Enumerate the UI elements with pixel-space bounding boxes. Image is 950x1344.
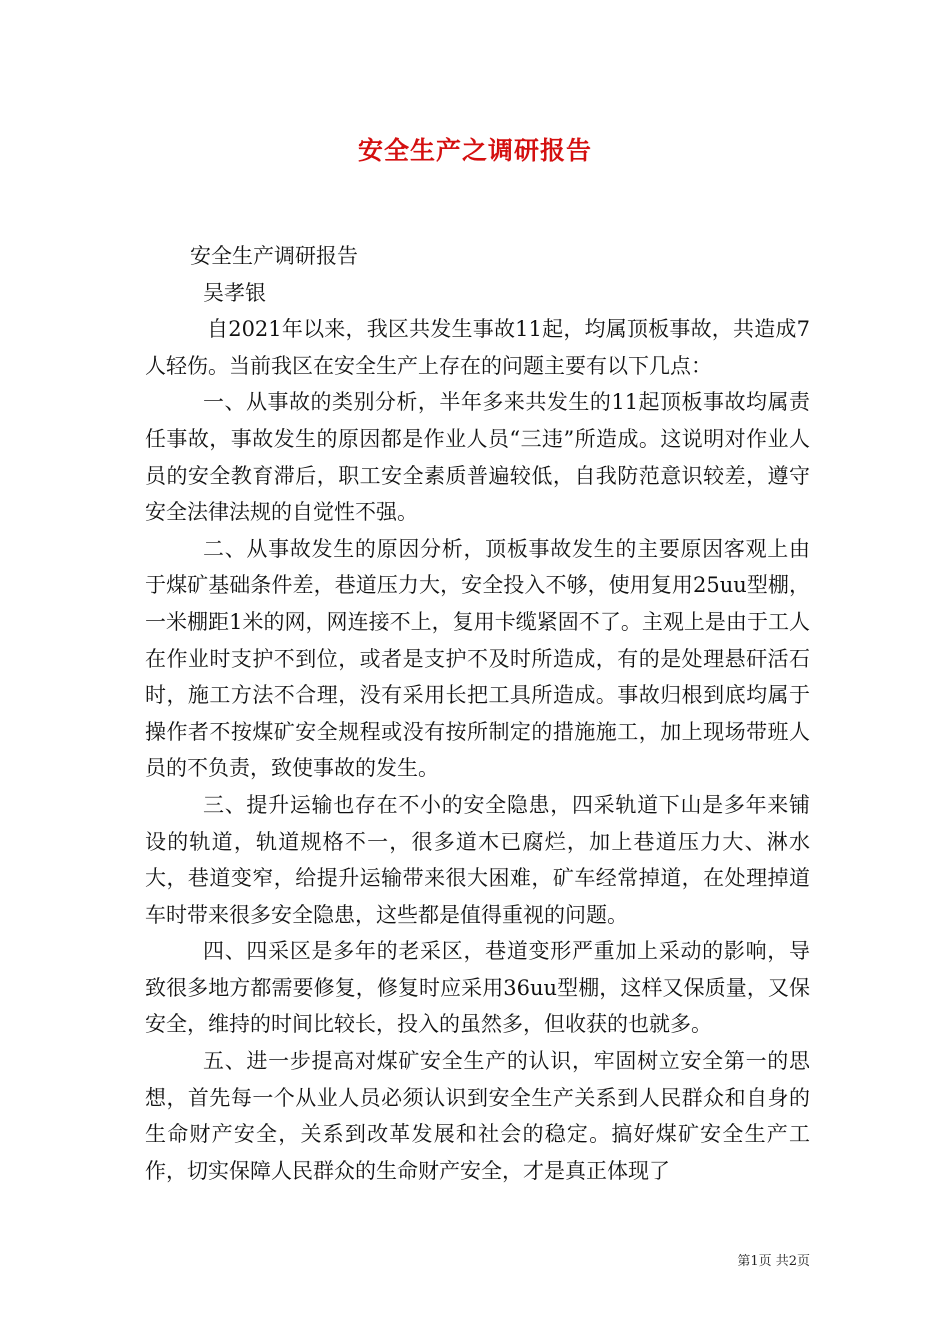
paragraph-point-3: 三、提升运输也存在不小的安全隐患，四采轨道下山是多年来铺设的轨道，轨道规格不一，很多道木已腐烂，加上巷道压力大、淋水大，巷道变窄，给提升运输带来很大困难，矿车经常掉道，在处理掉道车时带来很多安全隐患，这些都是值得重视的问题。 — [145, 792, 810, 927]
paragraph-intro: 自2021年以来，我区共发生事故11起，均属顶板事故，共造成7人轻伤。当前我区在安全生产上存在的问题主要有以下几点： — [145, 317, 810, 378]
page-number-footer: 第1页 共2页 — [737, 1254, 810, 1269]
paragraph-point-2: 二、从事故发生的原因分析，顶板事故发生的主要原因客观上由于煤矿基础条件差，巷道压力大，安全投入不够，使用复用25uu型棚，一米棚距1米的网，网连接不上，复用卡缆紧固不了。主观上是由于工人在作业时支护不到位，或者是支护不及时所造成，有的是处理悬矸活石时，施工方法不合理，没有采用长把工具所造成。事故归根到底均属于操作者不按煤矿安全规程或没有按所制定的措施施工，加上现场带班人员的不负责，致使事故的发生。 — [145, 536, 810, 781]
paragraph-point-5: 五、进一步提高对煤矿安全生产的认识，牢固树立安全第一的思想，首先每一个从业人员必须认识到安全生产关系到人民群众和自身的生命财产安全，关系到改革发展和社会的稳定。搞好煤矿安全生产工作，切实保障人民群众的生命财产安全，才是真正体现了 — [145, 1049, 810, 1183]
report-heading: 安全生产调研报告 — [190, 244, 358, 268]
author-name: 吴孝银 — [203, 280, 266, 305]
document-body — [145, 238, 810, 1189]
paragraph-point-4: 四、四采区是多年的老采区，巷道变形严重加上采动的影响，导致很多地方都需要修复，修复时应采用36uu型棚，这样又保质量，又保安全，维持的时间比较长，投入的虽然多，但收获的也就多。 — [145, 939, 810, 1037]
document-title: 安全生产之调研报告 — [357, 136, 592, 165]
paragraph-point-1: 一、从事故的类别分析，半年多来共发生的11起顶板事故均属责任事故，事故发生的原因都是作业人员“三违”所造成。这说明对作业人员的安全教育滞后，职工安全素质普遍较低，自我防范意识较差，遵守安全法律法规的自觉性不强。 — [145, 390, 810, 525]
